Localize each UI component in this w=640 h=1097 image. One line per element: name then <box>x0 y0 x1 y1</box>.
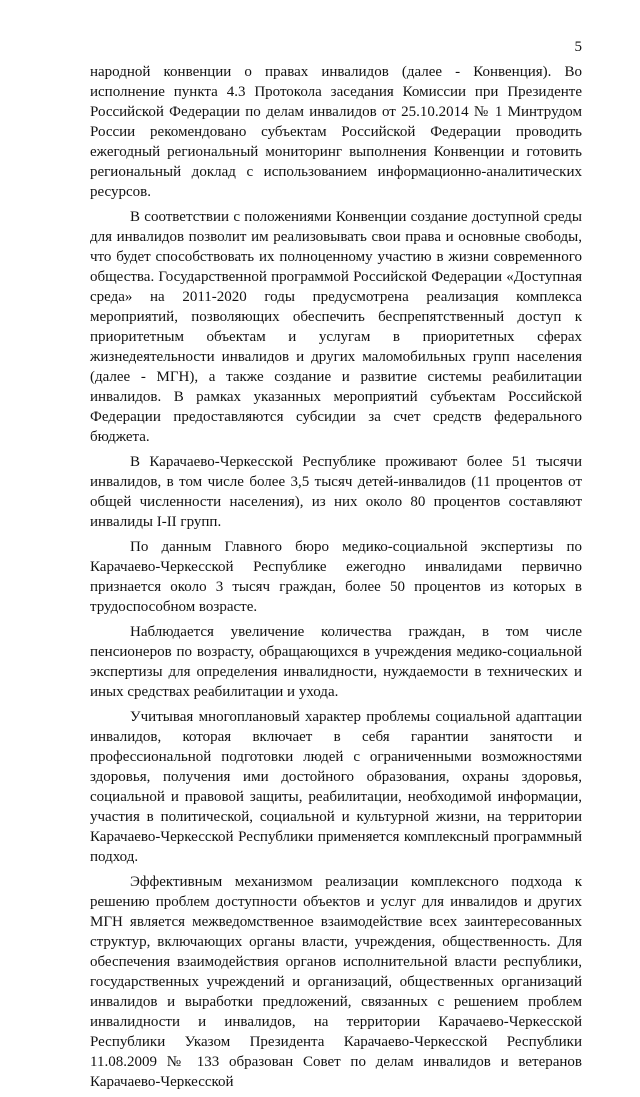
paragraph-increase-applications: Наблюдается увеличение количества граждан, в том числе пенсионеров по возрасту, обращающихся в учреждения медико-социальной экспертизы для определения инвалидности, нуждаемости в технических и иных средствах реабилитации и ухода. <box>90 624 582 700</box>
page-number: 5 <box>574 39 582 55</box>
paragraph-disabled-population: В Карачаево-Черкесской Республике проживают более 51 тысячи инвалидов, в том числе более 3,5 тысяч детей-инвалидов (11 процентов от общей численности населения), из них около 80 процентов составляют инвалиды I-II групп. <box>90 454 582 530</box>
paragraph-social-adaptation: Учитывая многоплановый характер проблемы социальной адаптации инвалидов, которая включает в себя гарантии занятости и профессиональной подготовки людей с ограниченными возможностями здоровья, получения ими достойного образования, охраны здоровья, социальной и правовой защиты, реабилитации, необходимой информации, участия в политической, социальной и культурной жизни, на территории Карачаево-Черкесской Республики применяется комплексный программный подход. <box>90 709 582 865</box>
paragraph-medical-expertise: По данным Главного бюро медико-социальной экспертизы по Карачаево-Черкесской Республике ежегодно инвалидами первично признается около 3 тысяч граждан, более 50 процентов из которых в трудоспособном возрасте. <box>90 539 582 615</box>
paragraph-interagency-cooperation: Эффективным механизмом реализации комплексного подхода к решению проблем доступности объектов и услуг для инвалидов и других МГН является межведомственное взаимодействие всех заинтересованных структур, включающих органы власти, учреждения, общественность. Для обеспечения взаимодействия органов исполнительной власти республики, государственных учреждений и организаций, общественных организаций инвалидов и выработки предложений, связанных с решением проблем инвалидности и инвалидов, на территории Карачаево-Черкесской Республики Указом Президента Карачаево-Черкесской Республики 11.08.2009 № 133 образован Совет по делам инвалидов и ветеранов Карачаево-Черкесской <box>90 874 582 1090</box>
paragraph-continuation: народной конвенции о правах инвалидов (далее - Конвенция). Во исполнение пункта 4.3 Протокола заседания Комиссии при Президенте Российской Федерации по делам инвалидов от 25.10.2014 № 1 Минтрудом России рекомендовано субъектам Российской Федерации проводить ежегодный региональный мониторинг выполнения Конвенции и готовить региональный доклад с использованием информационно-аналитических ресурсов. <box>90 64 582 200</box>
paragraph-accessible-environment: В соответствии с положениями Конвенции создание доступной среды для инвалидов позволит им реализовывать свои права и основные свободы, что будет способствовать их полноценному участию в жизни современного общества. Государственной программой Российской Федерации «Доступная среда» на 2011-2020 годы предусмотрена реализация комплекса мероприятий, позволяющих обеспечить беспрепятственный доступ к приоритетным объектам и услугам в приоритетных сферах жизнедеятельности инвалидов и других маломобильных групп населения (далее - МГН), а также создание и развитие системы реабилитации инвалидов. В рамках указанных мероприятий субъектам Российской Федерации предоставляются субсидии за счет средств федерального бюджета. <box>90 209 582 445</box>
document-body <box>90 62 582 1097</box>
